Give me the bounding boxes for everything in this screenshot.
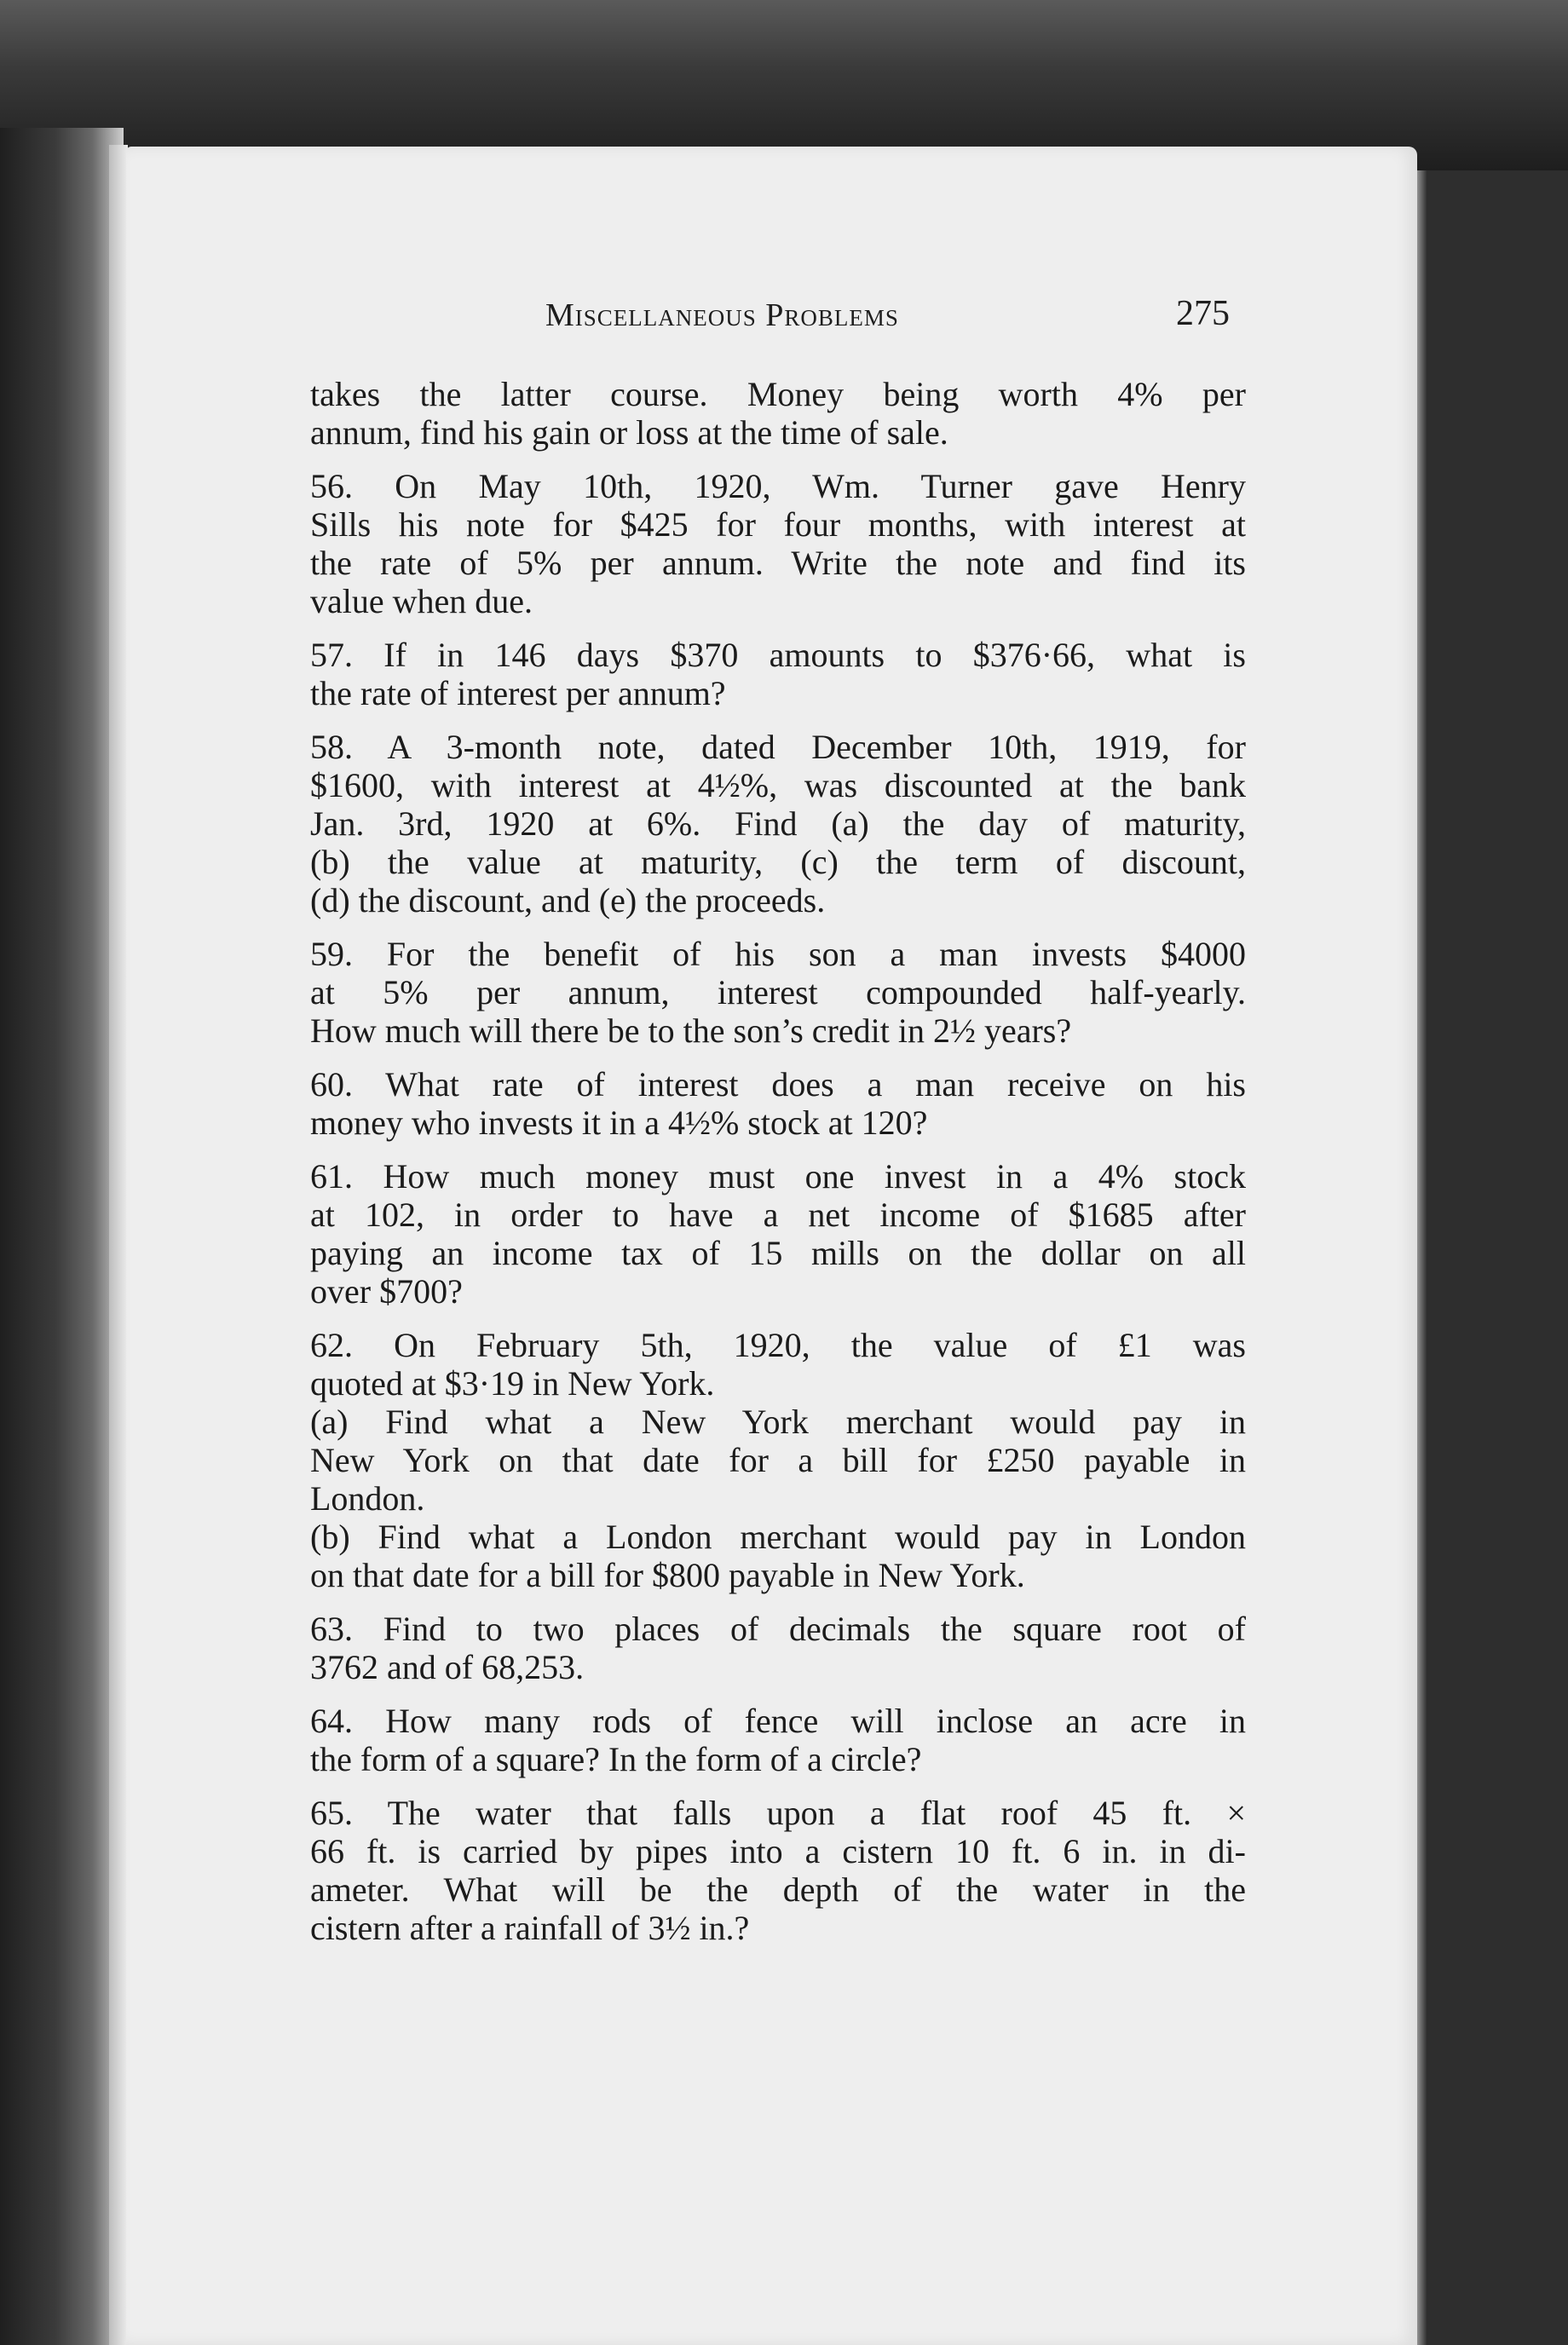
text-line: ameter. What will be the depth of the water in the [310,1870,1246,1909]
problem-63 [310,1610,1246,1686]
text-line: paying an income tax of 15 mills on the dollar on all [310,1234,1246,1272]
text-line: London. [310,1479,425,1518]
text-line: at 102, in order to have a net income of $1685 after [310,1196,1246,1234]
problem-61 [310,1157,1246,1311]
text-line: (b) the value at maturity, (c) the term of discount, [310,843,1246,881]
text-line: (b) Find what a London merchant would pay in London [310,1518,1246,1556]
problem-59 [310,935,1246,1050]
text-line: 59. For the benefit of his son a man invests $4000 [310,935,1246,973]
running-head: Miscellaneous Problems [545,297,899,333]
paragraph-continuation [310,375,1246,452]
problem-60 [310,1065,1246,1142]
text-line: quoted at $3·19 in New York. [310,1364,715,1403]
text-line: 66 ft. is carried by pipes into a cistern 10 ft. 6 in. in di- [310,1832,1246,1870]
scan-background-top [0,0,1568,170]
text-line: Sills his note for $425 for four months, with interest at [310,505,1246,544]
text-line: 56. On May 10th, 1920, Wm. Turner gave Henry [310,467,1246,505]
problem-64 [310,1702,1246,1778]
text-line: (d) the discount, and (e) the proceeds. [310,881,826,919]
text-line: the rate of interest per annum? [310,674,726,712]
text-line: annum, find his gain or loss at the time of sale. [310,413,948,452]
text-line: $1600, with interest at 4½%, was discounted at the bank [310,766,1246,804]
text-line: 64. How many rods of fence will inclose an acre in [310,1702,1246,1740]
text-line: at 5% per annum, interest compounded half-yearly. [310,973,1246,1011]
text-line: over $700? [310,1272,463,1311]
text-line: on that date for a bill for $800 payable in New York. [310,1556,1025,1594]
page-number: 275 [1176,294,1230,333]
text-line: value when due. [310,582,533,620]
text-line: the form of a square? In the form of a circle? [310,1740,922,1778]
text-line: 65. The water that falls upon a flat roof 45 ft. × [310,1794,1246,1832]
text-line: 3762 and of 68,253. [310,1648,585,1686]
text-line: New York on that date for a bill for £250 payable in [310,1441,1246,1479]
text-line: Jan. 3rd, 1920 at 6%. Find (a) the day of maturity, [310,804,1246,843]
text-line: money who invests it in a 4½% stock at 120? [310,1103,928,1142]
text-line: 62. On February 5th, 1920, the value of £1 was [310,1326,1246,1364]
problem-56 [310,467,1246,620]
text-line: (a) Find what a New York merchant would pay in [310,1403,1246,1441]
text-line: 63. Find to two places of decimals the square root of [310,1610,1246,1648]
text-line: 61. How much money must one invest in a 4% stock [310,1157,1246,1196]
text-line: 60. What rate of interest does a man receive on his [310,1065,1246,1103]
text-line: takes the latter course. Money being worth 4% per [310,375,1246,413]
problem-62 [310,1326,1246,1594]
problem-57 [310,636,1246,712]
book-spine [109,145,128,2345]
text-line: 58. A 3-month note, dated December 10th, 1919, for [310,728,1246,766]
page-body [310,375,1246,1947]
text-line: How much will there be to the son’s credit in 2½ years? [310,1011,1072,1050]
problem-65 [310,1794,1246,1947]
text-line: 57. If in 146 days $370 amounts to $376·66, what is [310,636,1246,674]
problem-58 [310,728,1246,919]
text-line: the rate of 5% per annum. Write the note and find its [310,544,1246,582]
left-page-edge [0,128,124,2345]
text-line: cistern after a rainfall of 3½ in.? [310,1909,750,1947]
